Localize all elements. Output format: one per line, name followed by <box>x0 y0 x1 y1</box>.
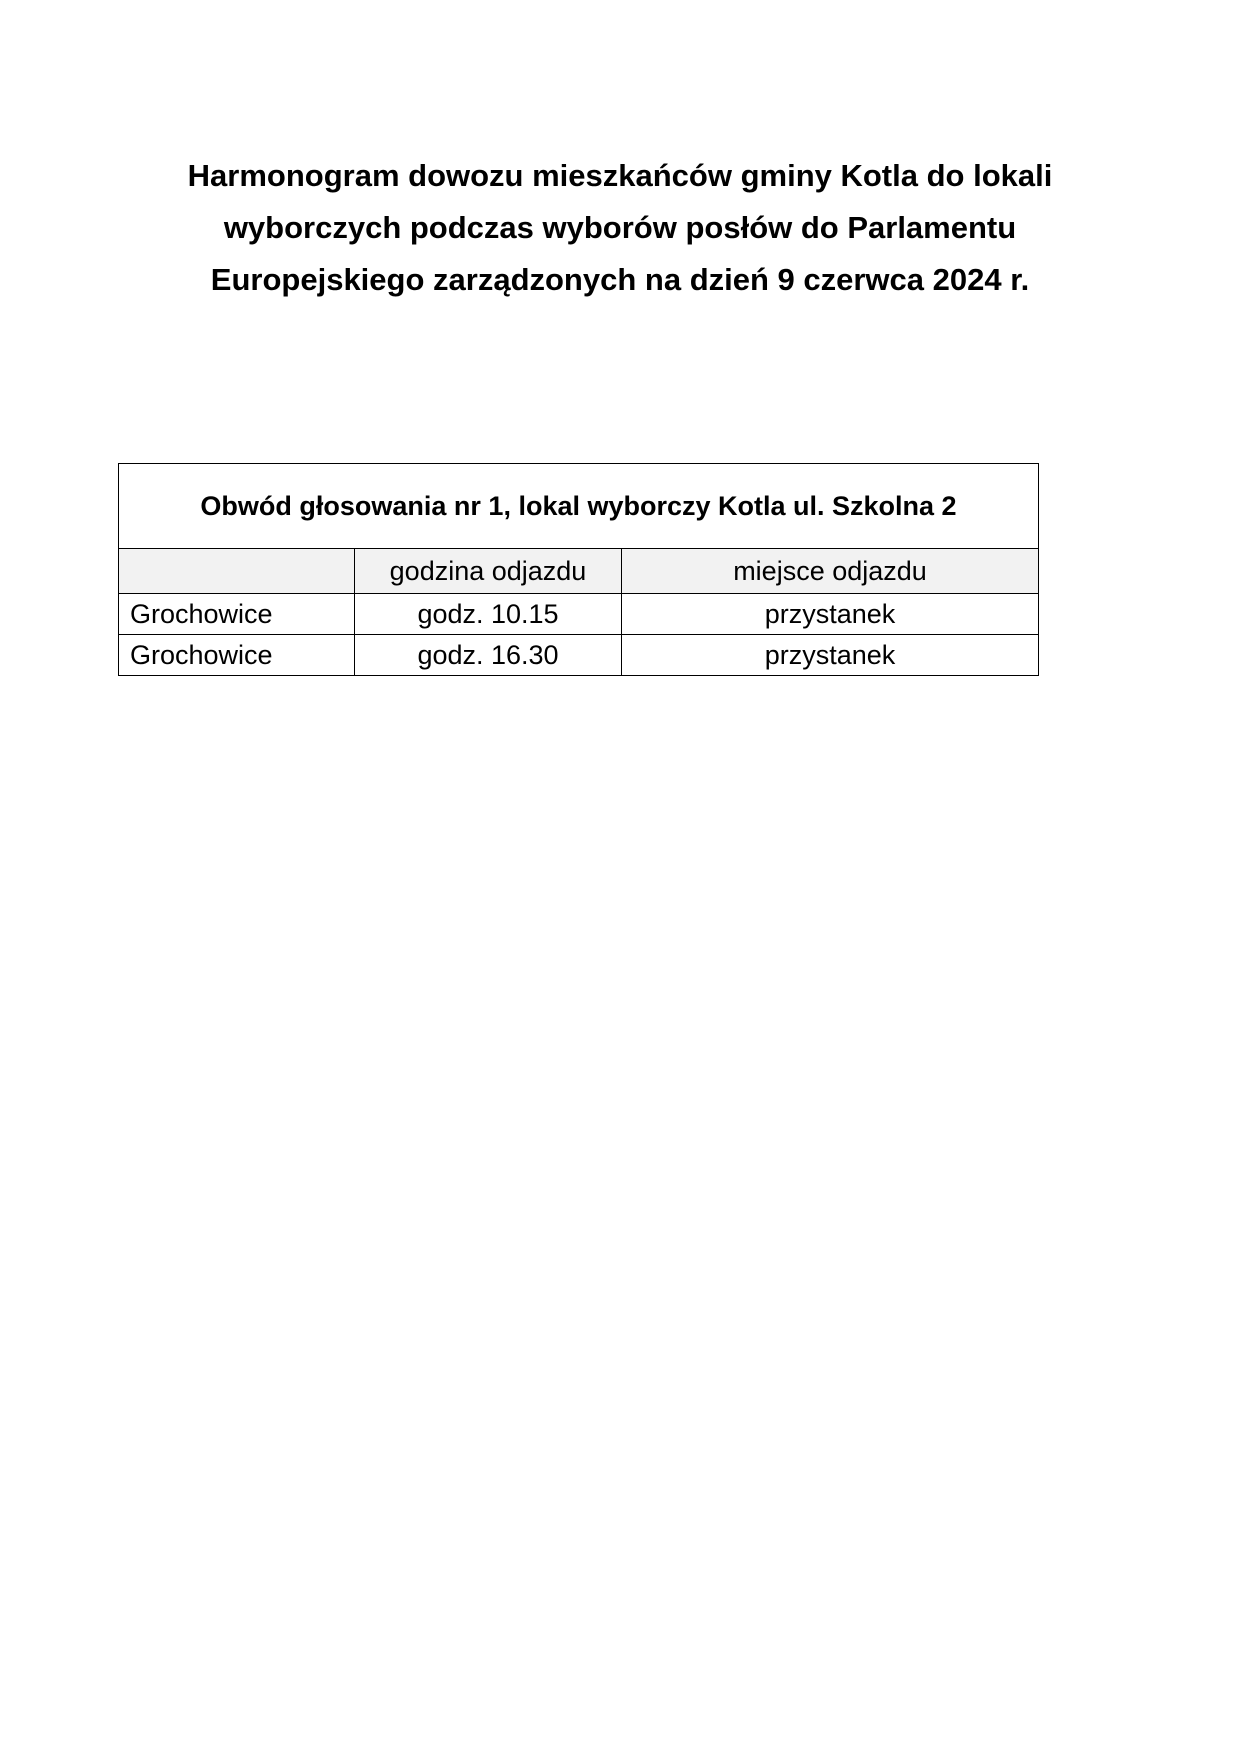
table-row <box>119 635 1039 676</box>
transport-schedule-table <box>118 463 1039 676</box>
header-departure-time: godzina odjazdu <box>355 549 622 594</box>
cell-place: Grochowice <box>119 594 355 635</box>
title-line-1: Harmonogram dowozu mieszkańców gminy Kotla do lokali <box>187 158 1053 193</box>
title-line-2: wyborczych podczas wyborów posłów do Parlamentu <box>223 210 1017 245</box>
cell-departure-place: przystanek <box>622 594 1039 635</box>
header-place <box>119 549 355 594</box>
cell-place: Grochowice <box>119 635 355 676</box>
table-header-row <box>119 549 1039 594</box>
header-departure-place: miejsce odjazdu <box>622 549 1039 594</box>
table-row <box>119 594 1039 635</box>
document-title <box>140 150 1100 306</box>
table-caption-row <box>119 464 1039 549</box>
cell-departure-place: przystanek <box>622 635 1039 676</box>
cell-departure-time: godz. 16.30 <box>355 635 622 676</box>
title-line-3: Europejskiego zarządzonych na dzień 9 czerwca 2024 r. <box>210 262 1030 297</box>
table-caption: Obwód głosowania nr 1, lokal wyborczy Kotla ul. Szkolna 2 <box>119 464 1039 549</box>
cell-departure-time: godz. 10.15 <box>355 594 622 635</box>
